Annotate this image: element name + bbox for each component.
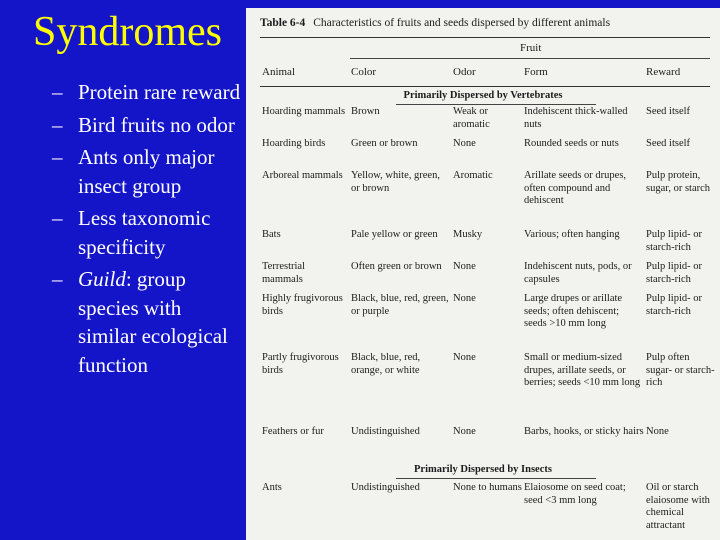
table-cell: Green or brown [351, 138, 418, 149]
table-cell: Seed itself [646, 138, 691, 149]
bullet-item [52, 78, 242, 107]
table-cell: Rounded seeds or nuts [524, 138, 619, 149]
bullet-item [52, 265, 242, 379]
fruit-group-rule [350, 58, 710, 59]
column-header: Odor [453, 66, 476, 78]
bullet-term: Guild [78, 267, 126, 291]
table-caption [260, 17, 610, 29]
table-cell: Pulp lipid- or starch-rich [646, 293, 703, 317]
table-caption-text: Characteristics of fruits and seeds dispersed by different animals [313, 17, 611, 29]
table-cell: Feathers or fur [262, 426, 324, 437]
table-cell: Pulp protein, sugar, or starch [646, 170, 711, 194]
fruit-group-header: Fruit [520, 42, 542, 54]
table-cell: Pulp lipid- or starch-rich [646, 261, 703, 285]
table-cell: Oil or starch elaiosome with chemical attractant [646, 482, 710, 531]
column-header: Animal [262, 66, 295, 78]
table-cell: Partly frugivorous birds [262, 352, 339, 376]
table-cell: Elaiosome on seed coat; seed <3 mm long [524, 482, 626, 506]
table-cell: Weak or aromatic [453, 106, 490, 130]
bullet-dash: – [52, 267, 63, 291]
table-cell: None [453, 138, 476, 149]
table-cell: Musky [453, 229, 483, 240]
table-cell: None [453, 293, 476, 304]
bullet-item [52, 111, 242, 140]
table-cell: Seed itself [646, 106, 691, 117]
table-cell: Yellow, white, green, or brown [351, 170, 440, 194]
table-cell: None [453, 426, 476, 437]
table-cell: Pulp often sugar- or starch-rich [646, 352, 715, 388]
table-cell: Highly frugivorous birds [262, 293, 343, 317]
table-cell: None [453, 261, 476, 272]
section-title: Primarily Dispersed by Insects [414, 464, 552, 475]
column-header: Reward [646, 66, 681, 78]
table-cell: Undistinguished [351, 426, 420, 437]
bullet-dash: – [52, 80, 63, 104]
table-cell: Various; often hanging [524, 229, 620, 240]
table-cell: Brown [351, 106, 380, 117]
table-cell: Large drupes or arillate seeds; often dehiscent; seeds >10 mm long [524, 293, 623, 329]
table-cell: Hoarding mammals [262, 106, 346, 117]
table-cell: Hoarding birds [262, 138, 326, 149]
table-cell: Bats [262, 229, 281, 240]
section-title: Primarily Dispersed by Vertebrates [403, 90, 563, 101]
bullet-text: Bird fruits no odor [78, 112, 235, 137]
table-cell: Aromatic [453, 170, 493, 181]
header-bottom-rule [260, 86, 710, 87]
table-cell: Often green or brown [351, 261, 442, 272]
slide-title: Syndromes [33, 9, 222, 55]
section-rule [396, 478, 596, 479]
table-cell: Small or medium-sized drupes, arillate seeds, or berries; seeds <10 mm long [524, 352, 641, 388]
table-cell: Ants [262, 482, 282, 493]
table-cell: Arillate seeds or drupes, often compound and dehiscent [524, 170, 627, 206]
table-top-rule [260, 37, 710, 38]
table-cell: None to humans [453, 482, 522, 493]
bullet-dash: – [52, 112, 63, 137]
table-cell: None [453, 352, 476, 363]
table-cell: None [646, 426, 669, 437]
table-cell: Indehiscent thick-walled nuts [524, 106, 628, 130]
column-header: Color [351, 66, 377, 78]
bullet-item [52, 143, 242, 200]
section-rule [396, 104, 596, 105]
column-header: Form [524, 66, 548, 78]
table-cell: Barbs, hooks, or sticky hairs [524, 426, 644, 437]
table-cell: Black, blue, red, green, or purple [351, 293, 449, 317]
bullet-text: Ants only major insect group [78, 145, 215, 198]
bullet-text: Protein rare reward [78, 80, 241, 104]
table-cell: Pulp lipid- or starch-rich [646, 229, 703, 253]
scanned-table [246, 8, 720, 540]
bullet-text: Less taxonomic specificity [78, 206, 211, 259]
bullet-dash: – [52, 206, 63, 230]
bullet-text: : group species with similar ecological function [78, 267, 228, 377]
bullet-list [52, 78, 242, 383]
table-number: Table 6-4 [260, 17, 306, 29]
table-cell: Undistinguished [351, 482, 420, 493]
table-cell: Black, blue, red, orange, or white [351, 352, 421, 376]
table-cell: Arboreal mammals [262, 170, 343, 181]
bullet-dash: – [52, 145, 63, 169]
table-cell: Pale yellow or green [351, 229, 438, 240]
table-cell: Indehiscent nuts, pods, or capsules [524, 261, 632, 285]
table-cell: Terrestrial mammals [262, 261, 305, 285]
bullet-item [52, 204, 242, 261]
